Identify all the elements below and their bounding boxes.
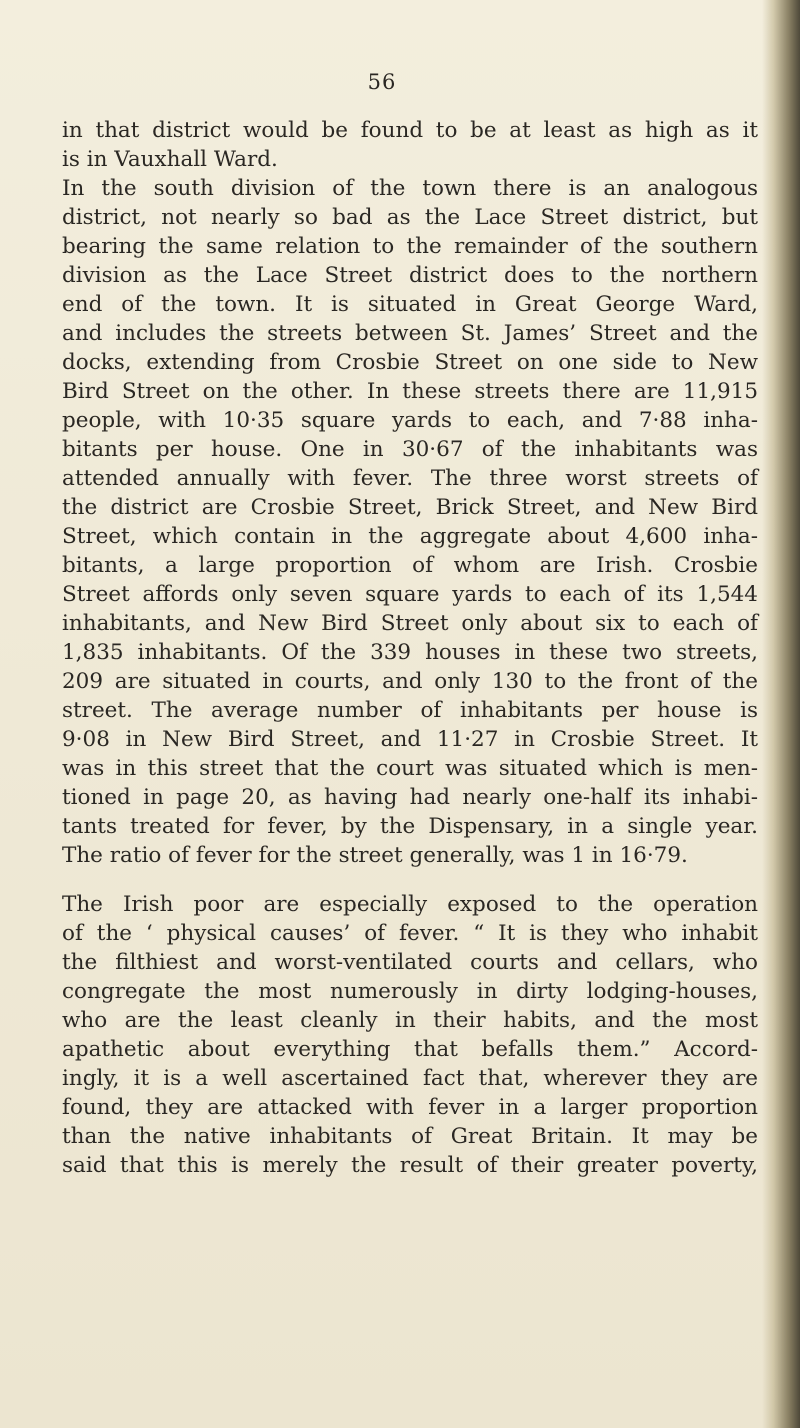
- text-line: street. The average number of inhabitants per house is: [62, 698, 758, 723]
- text-line: said that this is merely the result of their greater poverty,: [62, 1153, 758, 1178]
- text-line: is in Vauxhall Ward.: [62, 147, 278, 172]
- text-line: district, not nearly so bad as the Lace Street district, but: [62, 205, 758, 230]
- text-line: end of the town. It is situated in Great George Ward,: [62, 292, 758, 317]
- text-line: congregate the most numerously in dirty lodging-houses,: [62, 979, 758, 1004]
- text-line: The ratio of fever for the street generally, was 1 in 16·79.: [62, 843, 688, 868]
- text-line: the district are Crosbie Street, Brick Street, and New Bird: [62, 495, 758, 520]
- text-line: 9·08 in New Bird Street, and 11·27 in Crosbie Street. It: [62, 727, 758, 752]
- text-line: Street, which contain in the aggregate about 4,600 inha-: [62, 524, 758, 549]
- text-line: bearing the same relation to the remainder of the southern: [62, 234, 758, 259]
- text-line: inhabitants, and New Bird Street only about six to each of: [62, 611, 758, 636]
- paragraph: [62, 890, 758, 1180]
- text-line: and includes the streets between St. James’ Street and the: [62, 321, 758, 346]
- paragraph: [62, 174, 758, 870]
- text-line: was in this street that the court was situated which is men-: [62, 756, 758, 781]
- text-line: than the native inhabitants of Great Britain. It may be: [62, 1124, 758, 1149]
- text-line: bitants per house. One in 30·67 of the inhabitants was: [62, 437, 758, 462]
- page-gutter-shadow: [762, 0, 800, 1428]
- text-line: found, they are attacked with fever in a larger proportion: [62, 1095, 758, 1120]
- text-line: the filthiest and worst-ventilated courts and cellars, who: [62, 950, 758, 975]
- text-line: tants treated for fever, by the Dispensary, in a single year.: [62, 814, 758, 839]
- paragraph: [62, 116, 758, 174]
- text-line: attended annually with fever. The three worst streets of: [62, 466, 758, 491]
- body-text: [62, 116, 758, 1180]
- text-line: in that district would be found to be at least as high as it: [62, 118, 758, 143]
- text-line: 209 are situated in courts, and only 130 to the front of the: [62, 669, 758, 694]
- text-line: bitants, a large proportion of whom are Irish. Crosbie: [62, 553, 758, 578]
- text-line: Bird Street on the other. In these streets there are 11,915: [62, 379, 758, 404]
- text-line: who are the least cleanly in their habits, and the most: [62, 1008, 758, 1033]
- text-line: tioned in page 20, as having had nearly one-half its inhabi-: [62, 785, 758, 810]
- text-line: The Irish poor are especially exposed to the operation: [62, 892, 758, 917]
- text-line: In the south division of the town there is an analogous: [62, 176, 758, 201]
- text-line: of the ‘ physical causes’ of fever. “ It is they who inhabit: [62, 921, 758, 946]
- text-line: ingly, it is a well ascertained fact that, wherever they are: [62, 1066, 758, 1091]
- text-line: division as the Lace Street district does to the northern: [62, 263, 758, 288]
- text-line: 1,835 inhabitants. Of the 339 houses in these two streets,: [62, 640, 758, 665]
- text-line: Street affords only seven square yards to each of its 1,544: [62, 582, 758, 607]
- text-line: people, with 10·35 square yards to each, and 7·88 inha-: [62, 408, 758, 433]
- page-number: 56: [367, 70, 397, 94]
- text-line: apathetic about everything that befalls them.” Accord-: [62, 1037, 758, 1062]
- text-line: docks, extending from Crosbie Street on one side to New: [62, 350, 758, 375]
- paragraph-gap: [62, 870, 758, 890]
